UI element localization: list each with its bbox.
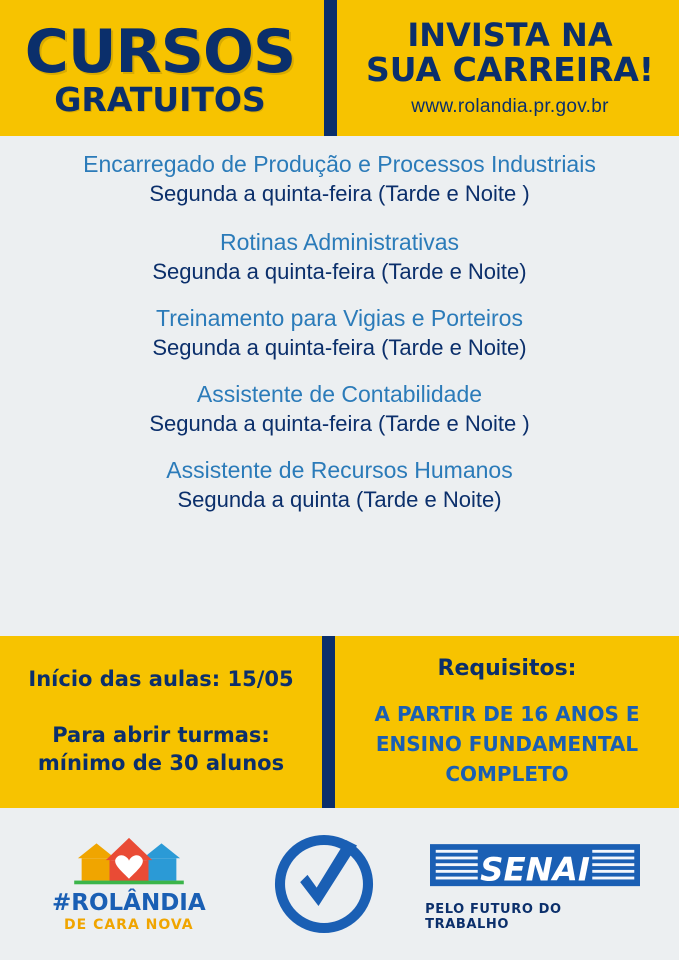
enrollment-info	[0, 636, 322, 808]
info-band	[0, 636, 679, 808]
senai-tagline: PELO FUTURO DO TRABALHO	[425, 901, 562, 932]
header-tagline-block	[341, 0, 679, 136]
page-title: CURSOS	[24, 17, 296, 87]
list-item	[10, 304, 669, 362]
tagline-line-2: SUA CARREIRA!	[366, 50, 654, 89]
requirements-line-1: A PARTIR DE 16 ANOS E	[374, 701, 640, 726]
list-item	[10, 228, 669, 286]
course-schedule: Segunda a quinta-feira (Tarde e Noite )	[149, 411, 530, 436]
senai-logo	[425, 837, 645, 932]
senai-wordmark-icon	[430, 837, 640, 899]
check-circle-icon	[269, 829, 379, 939]
info-divider	[322, 636, 335, 808]
requirements-line-2: ENSINO FUNDAMENTAL	[375, 731, 639, 756]
course-schedule: Segunda a quinta-feira (Tarde e Noite )	[149, 181, 530, 206]
poster-header	[0, 0, 679, 136]
rolandia-houses-icon	[64, 836, 194, 888]
min-students-line-1: Para abrir turmas:	[52, 723, 270, 747]
min-students-line-2: mínimo de 30 alunos	[37, 751, 285, 775]
header-divider	[324, 0, 337, 136]
start-date-label: Início das aulas: 15/05	[28, 667, 294, 691]
course-schedule: Segunda a quinta-feira (Tarde e Noite)	[152, 259, 527, 284]
course-schedule: Segunda a quinta-feira (Tarde e Noite)	[152, 335, 527, 360]
header-title-block	[0, 0, 320, 136]
course-schedule: Segunda a quinta (Tarde e Noite)	[177, 487, 502, 512]
requirements-line-3: COMPLETO	[445, 761, 569, 786]
website-url[interactable]: www.rolandia.pr.gov.br	[411, 96, 609, 117]
course-title: Rotinas Administrativas	[219, 229, 460, 255]
poster-footer	[0, 808, 679, 960]
course-title: Assistente de Recursos Humanos	[166, 457, 513, 483]
list-item	[10, 456, 669, 514]
svg-text:SENAI: SENAI	[480, 849, 591, 888]
list-item	[10, 150, 669, 208]
rolandia-logo	[34, 836, 224, 933]
list-item	[10, 380, 669, 438]
page-subtitle: GRATUITOS	[54, 80, 266, 119]
rolandia-wordmark: #ROLÂNDIA	[51, 889, 206, 916]
course-title: Encarregado de Produção e Processos Industriais	[83, 151, 596, 177]
requirements-title: Requisitos:	[437, 655, 577, 681]
course-list	[0, 136, 679, 636]
tagline-line-1: INVISTA NA	[407, 16, 613, 54]
course-title: Treinamento para Vigias e Porteiros	[156, 305, 523, 331]
requirements-block	[335, 636, 679, 808]
rolandia-tagline: DE CARA NOVA	[64, 916, 194, 933]
check-logo	[259, 829, 389, 939]
course-title: Assistente de Contabilidade	[196, 381, 483, 407]
